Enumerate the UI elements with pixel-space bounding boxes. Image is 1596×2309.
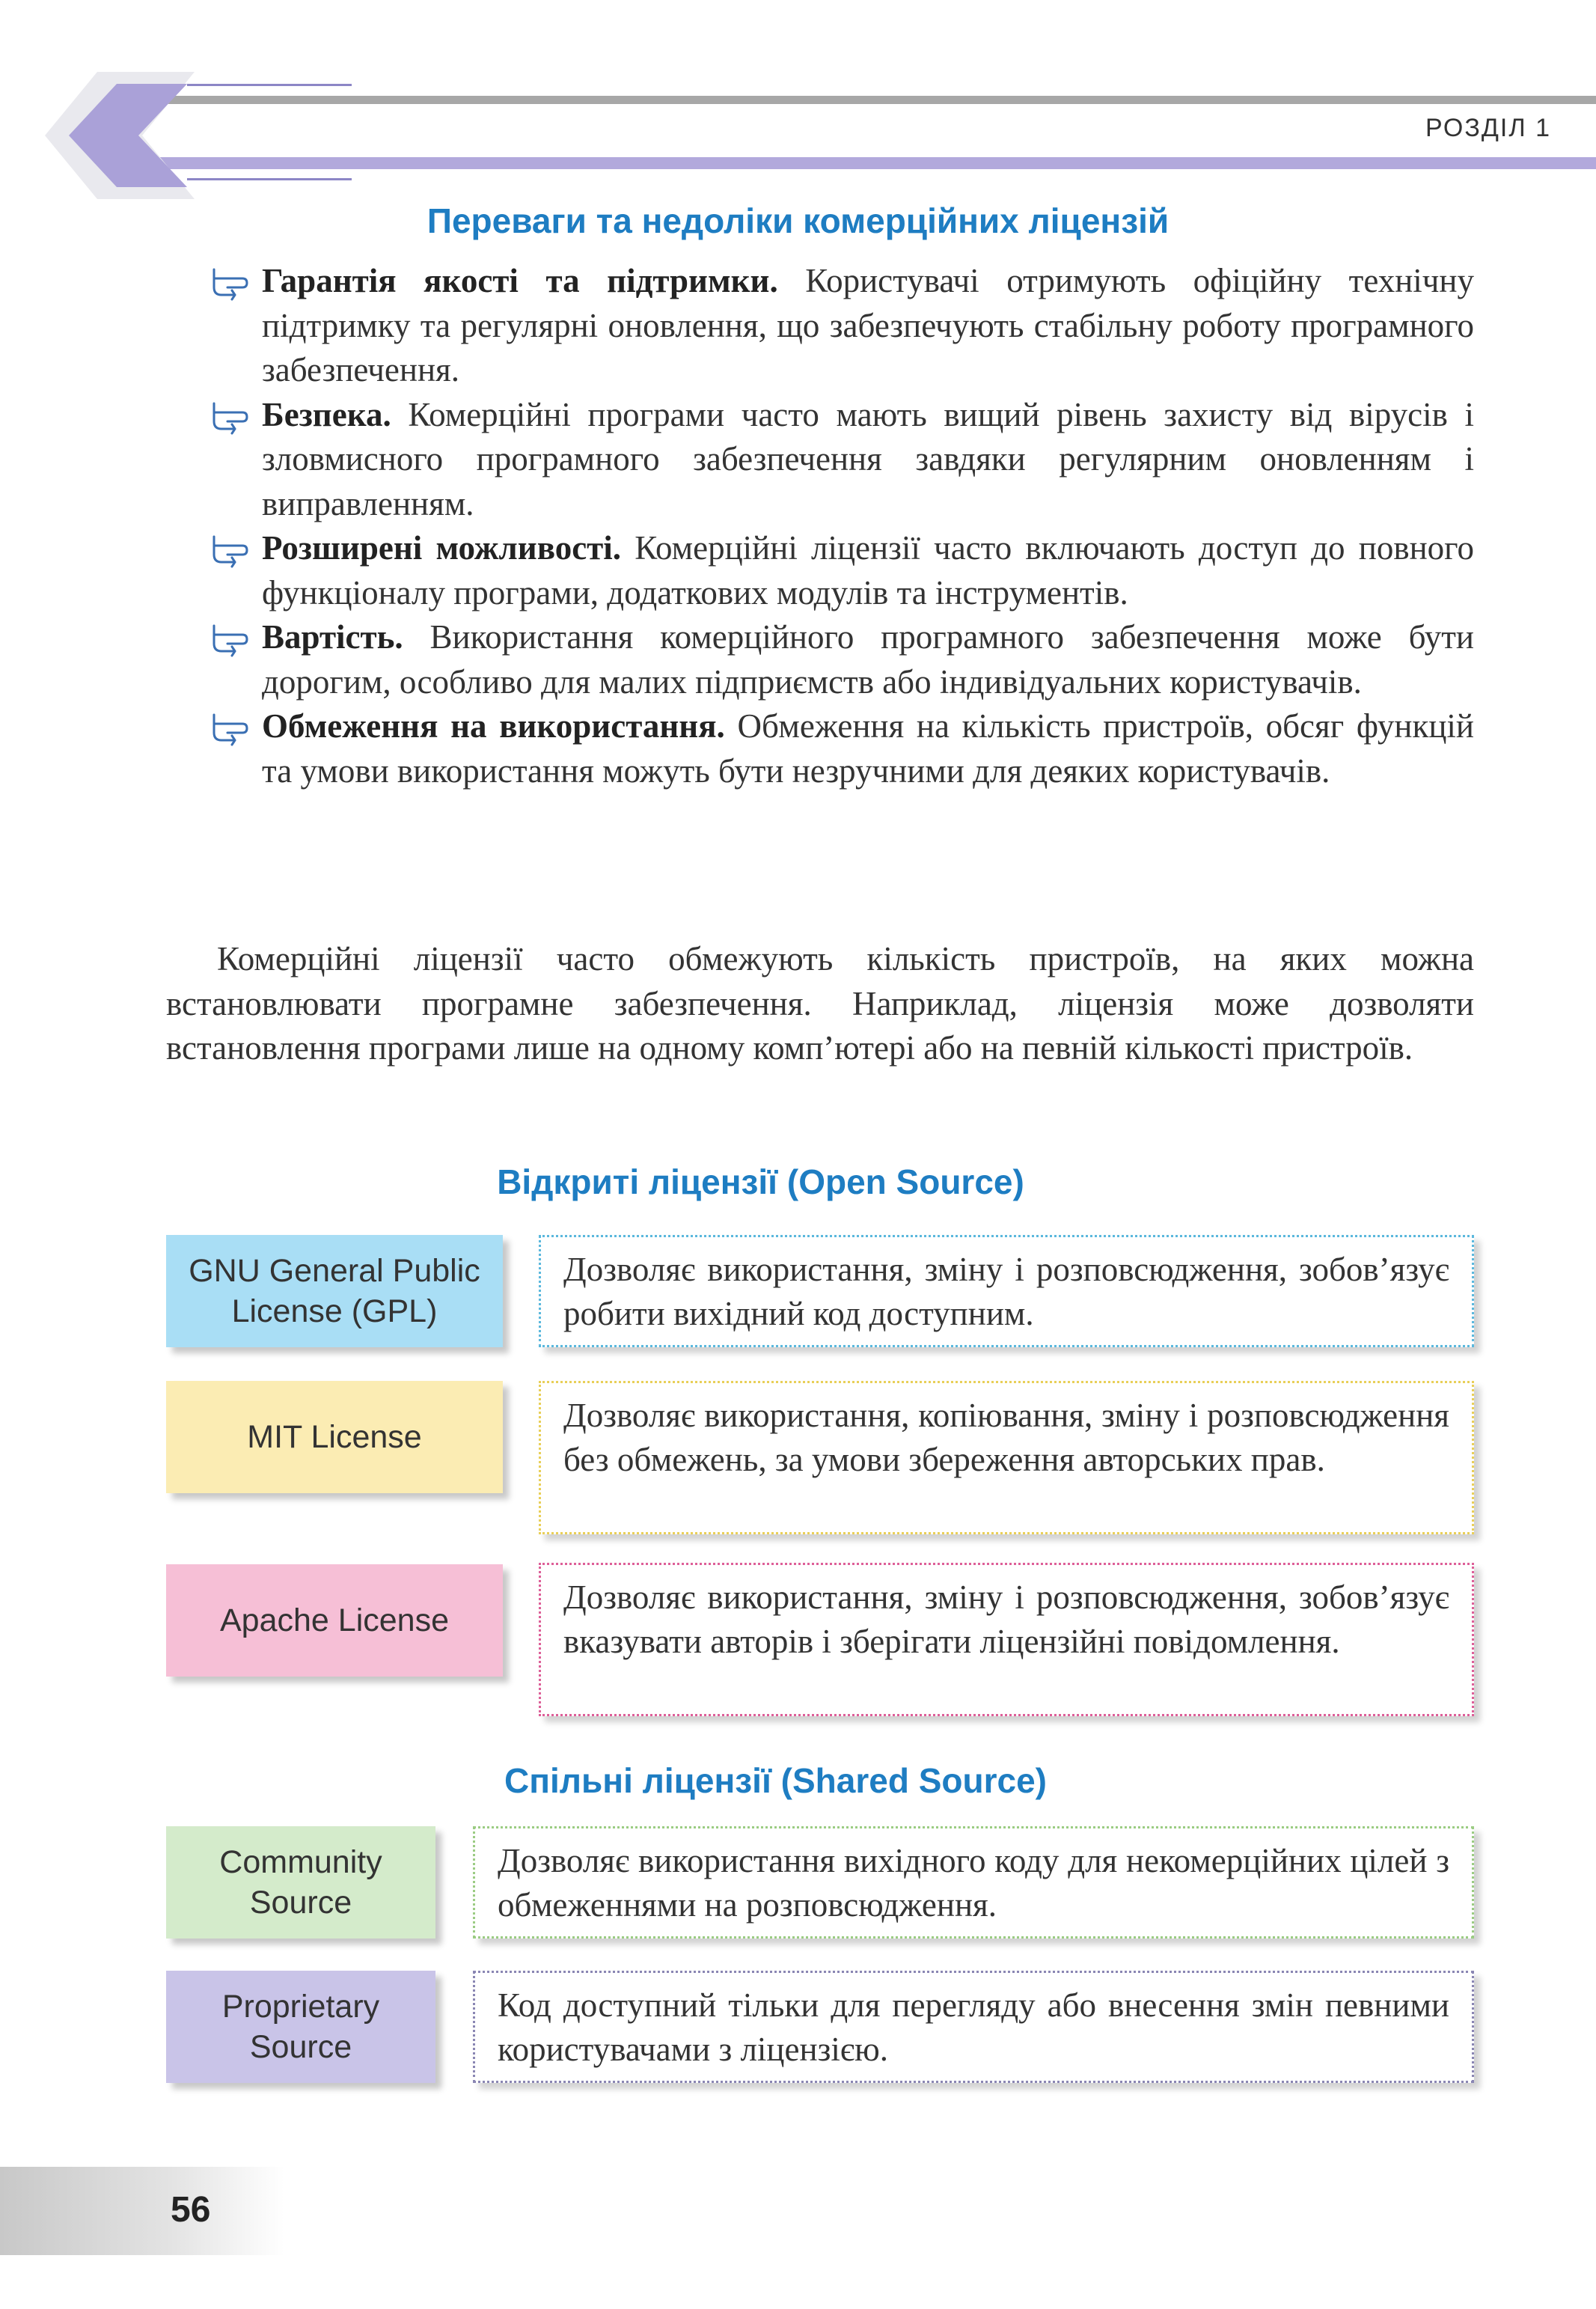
license-name: Apache License [220,1602,449,1638]
license-description-box [473,1971,1474,2083]
hand-pointing-right-icon [210,710,248,746]
shared-source-heading: Спільні ліцензії (Shared Source) [504,1761,1047,1800]
license-name: Community Source [219,1844,382,1921]
list-item [210,526,1474,615]
bullet-term: Гарантія якості та підтримки. [262,262,778,299]
bullet-text: Використання комерційного програмного забезпечення може бути дорогим, особливо для малих підприємств або індивідуальних користувачів. [262,618,1474,701]
license-description-box [473,1826,1474,1939]
license-name: Proprietary Source [221,1989,380,2065]
hand-pointing-right-icon [210,399,248,435]
hand-pointing-right-icon [210,532,248,568]
license-description: Дозволяє використання, копіювання, зміну і розповсюдження без обмежень, за умови збереження авторських прав. [563,1397,1449,1478]
license-name: GNU General Public License (GPL) [189,1253,480,1329]
bullet-text: Користувачі отримують офіційну технічну підтримку та регулярні оновлення, що забезпечують стабільну роботу програмного забезпечення. [262,262,1474,388]
license-description-box [539,1381,1474,1534]
bullet-term: Вартість. [262,618,403,656]
commercial-paragraph: Комерційні ліцензії часто обмежують кількість пристроїв, на яких можна встановлювати програмне забезпечення. Наприклад, ліцензія може дозволяти встановлення програми лише на одному комп’ютері або на певній кількості пристроїв. [166,940,1474,1067]
bullet-term: Розширені можливості. [262,529,622,567]
license-description: Дозволяє використання, зміну і розповсюдження, зобов’язує вказувати авторів і зберігати ліцензійні повідомлення. [563,1579,1449,1660]
bullet-text: Комерційні ліцензії часто включають доступ до повного функціоналу програми, додаткових модулів та інструментів. [262,529,1474,611]
page-number: 56 [171,2190,211,2230]
hand-pointing-right-icon [210,265,248,301]
license-description: Дозволяє використання, зміну і розповсюдження, зобов’язує робити вихідний код доступним. [563,1251,1449,1332]
bullet-term: Безпека. [262,395,391,433]
list-item [210,259,1474,393]
list-item [210,615,1474,704]
license-description: Код доступний тільки для перегляду або внесення змін певними користувачами з ліцензією. [498,1986,1449,2068]
header-thin-rule [187,178,352,180]
open-source-heading: Відкриті ліцензії (Open Source) [497,1162,1024,1201]
license-description-box [539,1563,1474,1716]
bullet-text: Комерційні програми часто мають вищий рівень захисту від вірусів і зловмисного програмного забезпечення завдяки регулярним оновленням і виправленням. [262,395,1474,522]
license-name: MIT License [247,1419,422,1455]
hand-pointing-right-icon [210,621,248,657]
section-label: РОЗДІЛ 1 [1425,114,1551,142]
page-number-band [0,2167,284,2255]
list-item [210,393,1474,527]
license-name-box [166,1564,503,1677]
header-rule-top [127,96,1596,104]
advantages-list [210,259,1474,793]
license-name-box [166,1381,503,1493]
license-description-box [539,1235,1474,1347]
chevron-left-icon [45,72,195,199]
commercial-heading: Переваги та недоліки комерційних ліцензій [426,201,1170,240]
header-thin-rule [187,84,352,86]
license-name-box [166,1826,435,1939]
header-rule-bottom [127,157,1596,169]
bullet-term: Обмеження на використання. [262,707,725,745]
list-item [210,704,1474,793]
bullet-text: Обмеження на кількість пристроїв, обсяг функцій та умови використання можуть бути незручними для деяких користувачів. [262,707,1475,790]
license-name-box [166,1971,435,2083]
license-name-box [166,1235,503,1347]
license-description: Дозволяє використання вихідного коду для некомерційних цілей з обмеженнями на розповсюдження. [498,1842,1449,1924]
